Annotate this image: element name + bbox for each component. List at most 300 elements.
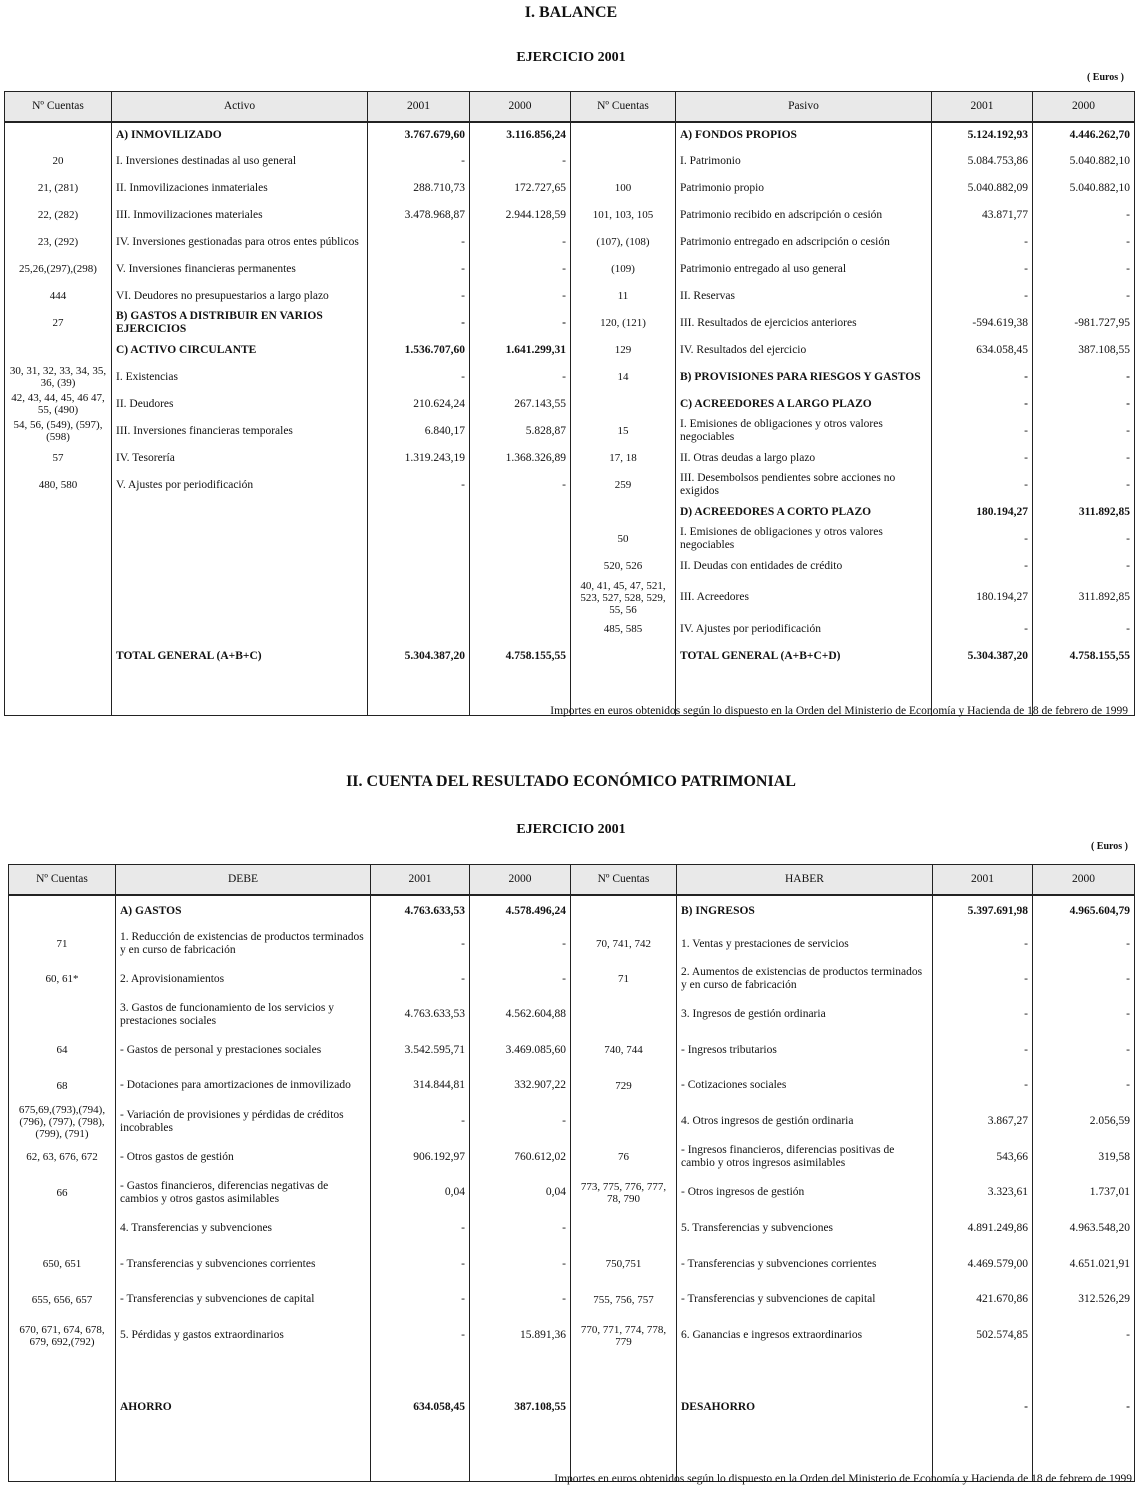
left-value-2001: 6.840,17 [368, 418, 470, 445]
balance-header-row [5, 92, 1135, 122]
table-row [9, 1175, 1135, 1211]
right-concept: - Transferencias y subvenciones de capital [677, 1282, 933, 1318]
right-value-2000: 4.651.021,91 [1033, 1247, 1135, 1282]
left-value-2001 [368, 616, 470, 643]
left-concept: - Dotaciones para amortizaciones de inmovilizado [116, 1068, 371, 1104]
header-cuentas-pasivo: Nº Cuentas [571, 92, 676, 122]
right-value-2001: - [932, 364, 1033, 391]
right-value-2001: - [933, 997, 1033, 1033]
right-value-2000: 2.056,59 [1033, 1104, 1135, 1140]
left-concept: III. Inmovilizaciones materiales [112, 202, 368, 229]
left-value-2000: - [470, 1211, 571, 1247]
right-value-2001: 180.194,27 [932, 580, 1033, 616]
left-value-2001 [368, 580, 470, 616]
right-concept: Patrimonio recibido en adscripción o cesión [676, 202, 932, 229]
account-code: 23, (292) [5, 229, 112, 256]
left-value-2001 [368, 553, 470, 580]
left-value-2001: - [371, 1211, 470, 1247]
account-code: 50 [571, 526, 676, 553]
right-value-2000: - [1033, 229, 1135, 256]
right-value-2001: 5.397.691,98 [933, 895, 1033, 927]
right-concept: B) PROVISIONES PARA RIESGOS Y GASTOS [676, 364, 932, 391]
right-concept: III. Resultados de ejercicios anteriores [676, 310, 932, 337]
header-activo-2001: 2001 [368, 92, 470, 122]
account-code: 120, (121) [571, 310, 676, 337]
table-row [5, 148, 1135, 175]
header-pasivo-2001: 2001 [932, 92, 1033, 122]
account-code [571, 1354, 677, 1390]
header-activo: Activo [112, 92, 368, 122]
right-value-2000: - [1033, 1033, 1135, 1068]
right-value-2001: - [933, 1033, 1033, 1068]
right-value-2000: 311.892,85 [1033, 580, 1135, 616]
account-code: (107), (108) [571, 229, 676, 256]
left-concept: V. Inversiones financieras permanentes [112, 256, 368, 283]
left-concept [112, 499, 368, 526]
right-value-2001: 502.574,85 [933, 1318, 1033, 1354]
left-value-2001 [368, 499, 470, 526]
left-concept: 2. Aprovisionamientos [116, 962, 371, 997]
left-value-2001: - [371, 1318, 470, 1354]
right-value-2000: - [1033, 418, 1135, 445]
table-row [5, 499, 1135, 526]
balance-units: ( Euros ) [1086, 72, 1124, 83]
left-value-2001 [371, 1426, 470, 1482]
right-value-2001: 634.058,45 [932, 337, 1033, 364]
table-row [5, 229, 1135, 256]
right-value-2000: 4.446.262,70 [1033, 122, 1135, 148]
left-concept: C) ACTIVO CIRCULANTE [112, 337, 368, 364]
left-value-2001: - [368, 256, 470, 283]
account-code: 40, 41, 45, 47, 521, 523, 527, 528, 529, 55, 56 [571, 580, 676, 616]
right-concept: C) ACREEDORES A LARGO PLAZO [676, 391, 932, 418]
right-value-2001: - [933, 927, 1033, 962]
right-value-2001: - [932, 229, 1033, 256]
left-value-2001: 634.058,45 [371, 1390, 470, 1426]
right-value-2000: - [1033, 997, 1135, 1033]
table-row [9, 1033, 1135, 1068]
left-concept: - Variación de provisiones y pérdidas de créditos incobrables [116, 1104, 371, 1140]
left-value-2001: 0,04 [371, 1175, 470, 1211]
left-value-2000: - [470, 229, 571, 256]
resultado-title: II. CUENTA DEL RESULTADO ECONÓMICO PATRIMONIAL [346, 773, 796, 790]
left-value-2000: - [470, 1247, 571, 1282]
resultado-table [8, 864, 1135, 1482]
left-value-2001: - [371, 1247, 470, 1282]
account-code: 11 [571, 283, 676, 310]
left-concept: 5. Pérdidas y gastos extraordinarios [116, 1318, 371, 1354]
account-code: 773, 775, 776, 777, 78, 790 [571, 1175, 677, 1211]
left-value-2001: 1.319.243,19 [368, 445, 470, 472]
account-code: 729 [571, 1068, 677, 1104]
right-value-2001: 180.194,27 [932, 499, 1033, 526]
left-value-2001: 288.710,73 [368, 175, 470, 202]
left-value-2000: 4.562.604,88 [470, 997, 571, 1033]
account-code [9, 997, 116, 1033]
right-concept: IV. Ajustes por periodificación [676, 616, 932, 643]
header-haber: HABER [677, 865, 933, 895]
left-concept: AHORRO [116, 1390, 371, 1426]
left-value-2001 [368, 670, 470, 716]
left-concept [112, 526, 368, 553]
left-value-2000: 332.907,22 [470, 1068, 571, 1104]
account-code: 64 [9, 1033, 116, 1068]
right-concept: II. Otras deudas a largo plazo [676, 445, 932, 472]
table-row [5, 175, 1135, 202]
left-concept [112, 670, 368, 716]
left-value-2000: 267.143,55 [470, 391, 571, 418]
right-value-2000: 5.040.882,10 [1033, 148, 1135, 175]
account-code: 740, 744 [571, 1033, 677, 1068]
account-code: 655, 656, 657 [9, 1282, 116, 1318]
right-concept: II. Reservas [676, 283, 932, 310]
left-value-2000: 0,04 [470, 1175, 571, 1211]
right-concept: D) ACREEDORES A CORTO PLAZO [676, 499, 932, 526]
table-row [5, 337, 1135, 364]
header-cuentas: Nº Cuentas [9, 865, 116, 895]
account-code [9, 895, 116, 927]
account-code: 54, 56, (549), (597), (598) [5, 418, 112, 445]
table-row [5, 418, 1135, 445]
right-value-2001: - [932, 553, 1033, 580]
table-row [5, 310, 1135, 337]
right-concept: I. Emisiones de obligaciones y otros valores negociables [676, 526, 932, 553]
left-value-2000: - [470, 962, 571, 997]
account-code: 101, 103, 105 [571, 202, 676, 229]
right-value-2000: 4.963.548,20 [1033, 1211, 1135, 1247]
left-concept: - Gastos financieros, diferencias negativas de cambios y otros gastos asimilables [116, 1175, 371, 1211]
left-concept: B) GASTOS A DISTRIBUIR EN VARIOS EJERCICIOS [112, 310, 368, 337]
right-value-2000: - [1033, 256, 1135, 283]
header-debe-2001: 2001 [371, 865, 470, 895]
account-code: 25,26,(297),(298) [5, 256, 112, 283]
left-value-2001: - [368, 310, 470, 337]
right-concept: B) INGRESOS [677, 895, 933, 927]
left-concept: TOTAL GENERAL (A+B+C) [112, 643, 368, 670]
left-value-2001: 1.536.707,60 [368, 337, 470, 364]
table-row [5, 553, 1135, 580]
table-row [9, 1068, 1135, 1104]
left-value-2001: 3.767.679,60 [368, 122, 470, 148]
account-code [571, 1211, 677, 1247]
account-code [5, 122, 112, 148]
table-row [5, 364, 1135, 391]
right-value-2000: -981.727,95 [1033, 310, 1135, 337]
account-code: 68 [9, 1068, 116, 1104]
left-value-2000: 1.368.326,89 [470, 445, 571, 472]
right-value-2001: 5.084.753,86 [932, 148, 1033, 175]
account-code: 60, 61* [9, 962, 116, 997]
table-row [5, 643, 1135, 670]
account-code: 755, 756, 757 [571, 1282, 677, 1318]
left-value-2001: 4.763.633,53 [371, 895, 470, 927]
account-code: 480, 580 [5, 472, 112, 499]
account-code [5, 643, 112, 670]
table-row [5, 445, 1135, 472]
table-row [9, 1247, 1135, 1282]
left-value-2001: - [368, 229, 470, 256]
left-value-2000: 760.612,02 [470, 1140, 571, 1175]
left-concept: IV. Inversiones gestionadas para otros entes públicos [112, 229, 368, 256]
left-concept [112, 616, 368, 643]
right-concept: Patrimonio entregado al uso general [676, 256, 932, 283]
right-value-2000: 5.040.882,10 [1033, 175, 1135, 202]
right-concept: - Otros ingresos de gestión [677, 1175, 933, 1211]
left-concept: - Transferencias y subvenciones de capital [116, 1282, 371, 1318]
right-value-2000: - [1033, 202, 1135, 229]
balance-footnote: Importes en euros obtenidos según lo dispuesto en la Orden del Ministerio de Economía y Hacienda de 18 de febrero de 1999 [550, 705, 1128, 717]
left-concept [112, 553, 368, 580]
right-concept: Patrimonio propio [676, 175, 932, 202]
left-value-2000 [470, 616, 571, 643]
right-concept: - Transferencias y subvenciones corrientes [677, 1247, 933, 1282]
right-concept: DESAHORRO [677, 1390, 933, 1426]
account-code [5, 553, 112, 580]
account-code [571, 122, 676, 148]
left-value-2000: 4.578.496,24 [470, 895, 571, 927]
table-row [5, 122, 1135, 148]
account-code: 57 [5, 445, 112, 472]
left-value-2001: - [371, 1104, 470, 1140]
left-concept: A) GASTOS [116, 895, 371, 927]
left-concept: III. Inversiones financieras temporales [112, 418, 368, 445]
balance-title: I. BALANCE [524, 4, 618, 21]
table-row [5, 256, 1135, 283]
right-value-2000: - [1033, 927, 1135, 962]
left-value-2000: - [470, 148, 571, 175]
table-row [9, 1104, 1135, 1140]
account-code: 675,69,(793),(794), (796), (797), (798), (799), (791) [9, 1104, 116, 1140]
header-debe-2000: 2000 [470, 865, 571, 895]
right-value-2000: 4.758.155,55 [1033, 643, 1135, 670]
header-debe: DEBE [116, 865, 371, 895]
account-code: 22, (282) [5, 202, 112, 229]
table-row [9, 1282, 1135, 1318]
right-value-2001: 4.469.579,00 [933, 1247, 1033, 1282]
right-value-2000: - [1033, 1390, 1135, 1426]
account-code [9, 1211, 116, 1247]
table-row [5, 616, 1135, 643]
account-code: 71 [571, 962, 677, 997]
right-value-2001: - [933, 1068, 1033, 1104]
left-concept: - Gastos de personal y prestaciones sociales [116, 1033, 371, 1068]
table-row [5, 526, 1135, 553]
left-value-2000: 15.891,36 [470, 1318, 571, 1354]
left-concept: - Transferencias y subvenciones corrientes [116, 1247, 371, 1282]
right-concept: - Ingresos tributarios [677, 1033, 933, 1068]
account-code: 485, 585 [571, 616, 676, 643]
left-value-2000: 3.469.085,60 [470, 1033, 571, 1068]
left-value-2001: 314.844,81 [371, 1068, 470, 1104]
left-concept: 3. Gastos de funcionamiento de los servicios y prestaciones sociales [116, 997, 371, 1033]
table-row [5, 283, 1135, 310]
resultado-footnote: Importes en euros obtenidos según lo dispuesto en la Orden del Ministerio de Economía y Hacienda de 18 de febrero de 1999 [554, 1473, 1132, 1485]
left-value-2000 [470, 580, 571, 616]
table-row [9, 895, 1135, 927]
account-code: 444 [5, 283, 112, 310]
left-concept [116, 1354, 371, 1390]
balance-subtitle: EJERCICIO 2001 [516, 50, 626, 65]
left-value-2000: 4.758.155,55 [470, 643, 571, 670]
right-concept: Patrimonio entregado en adscripción o cesión [676, 229, 932, 256]
table-row [9, 962, 1135, 997]
table-row [9, 1354, 1135, 1390]
left-value-2000: 387.108,55 [470, 1390, 571, 1426]
right-value-2000: - [1033, 962, 1135, 997]
right-value-2000: - [1033, 445, 1135, 472]
account-code [571, 895, 677, 927]
table-row [9, 1211, 1135, 1247]
table-row [9, 1390, 1135, 1426]
right-concept: III. Desembolsos pendientes sobre acciones no exigidos [676, 472, 932, 499]
right-value-2001: - [932, 472, 1033, 499]
left-value-2000: - [470, 927, 571, 962]
right-value-2001: 3.867,27 [933, 1104, 1033, 1140]
right-concept: 3. Ingresos de gestión ordinaria [677, 997, 933, 1033]
right-value-2001: 5.040.882,09 [932, 175, 1033, 202]
right-concept: 4. Otros ingresos de gestión ordinaria [677, 1104, 933, 1140]
left-concept: - Otros gastos de gestión [116, 1140, 371, 1175]
right-value-2001: 543,66 [933, 1140, 1033, 1175]
left-concept: II. Inmovilizaciones inmateriales [112, 175, 368, 202]
balance-table [4, 91, 1135, 716]
right-value-2000: - [1033, 472, 1135, 499]
left-value-2001: 906.192,97 [371, 1140, 470, 1175]
left-value-2000: - [470, 310, 571, 337]
right-value-2000: 4.965.604,79 [1033, 895, 1135, 927]
account-code [571, 1104, 677, 1140]
account-code: 30, 31, 32, 33, 34, 35, 36, (39) [5, 364, 112, 391]
right-value-2001: - [932, 445, 1033, 472]
left-value-2001: - [371, 1282, 470, 1318]
right-value-2000: 312.526,29 [1033, 1282, 1135, 1318]
right-value-2000: - [1033, 616, 1135, 643]
account-code: 750,751 [571, 1247, 677, 1282]
right-value-2001: - [932, 256, 1033, 283]
right-value-2000: - [1033, 1318, 1135, 1354]
account-code: 66 [9, 1175, 116, 1211]
account-code: 259 [571, 472, 676, 499]
right-value-2001: 3.323,61 [933, 1175, 1033, 1211]
right-value-2001: - [933, 962, 1033, 997]
left-value-2001: 3.478.968,87 [368, 202, 470, 229]
right-value-2000: 387.108,55 [1033, 337, 1135, 364]
right-value-2001: 5.304.387,20 [932, 643, 1033, 670]
left-value-2001: 3.542.595,71 [371, 1033, 470, 1068]
left-value-2001: - [368, 472, 470, 499]
header-pasivo: Pasivo [676, 92, 932, 122]
left-value-2001: - [368, 283, 470, 310]
right-value-2001: - [932, 391, 1033, 418]
account-code: 770, 771, 774, 778, 779 [571, 1318, 677, 1354]
account-code [5, 526, 112, 553]
right-value-2001: - [932, 283, 1033, 310]
left-value-2000 [470, 499, 571, 526]
left-concept: I. Inversiones destinadas al uso general [112, 148, 368, 175]
account-code: 71 [9, 927, 116, 962]
right-value-2001: 5.124.192,93 [932, 122, 1033, 148]
account-code: 21, (281) [5, 175, 112, 202]
account-code [5, 499, 112, 526]
right-concept: 1. Ventas y prestaciones de servicios [677, 927, 933, 962]
left-value-2000 [470, 1354, 571, 1390]
account-code: 27 [5, 310, 112, 337]
right-value-2000: 319,58 [1033, 1140, 1135, 1175]
account-code: 129 [571, 337, 676, 364]
account-code: 520, 526 [571, 553, 676, 580]
left-concept: A) INMOVILIZADO [112, 122, 368, 148]
account-code [5, 337, 112, 364]
right-value-2000: - [1033, 364, 1135, 391]
account-code: 15 [571, 418, 676, 445]
left-concept: II. Deudores [112, 391, 368, 418]
right-value-2001: 43.871,77 [932, 202, 1033, 229]
left-value-2000: - [470, 1104, 571, 1140]
account-code [5, 616, 112, 643]
account-code: 670, 671, 674, 678, 679, 692,(792) [9, 1318, 116, 1354]
account-code: (109) [571, 256, 676, 283]
left-value-2000: - [470, 1282, 571, 1318]
left-value-2000: - [470, 283, 571, 310]
right-value-2000: - [1033, 283, 1135, 310]
right-concept: A) FONDOS PROPIOS [676, 122, 932, 148]
right-value-2000: 311.892,85 [1033, 499, 1135, 526]
account-code: 650, 651 [9, 1247, 116, 1282]
left-concept: IV. Tesorería [112, 445, 368, 472]
left-value-2000: 1.641.299,31 [470, 337, 571, 364]
left-value-2000: 5.828,87 [470, 418, 571, 445]
left-value-2001: - [371, 927, 470, 962]
resultado-header-row [9, 865, 1135, 895]
header-haber-2001: 2001 [933, 865, 1033, 895]
right-concept: II. Deudas con entidades de crédito [676, 553, 932, 580]
account-code: 14 [571, 364, 676, 391]
left-concept: V. Ajustes por periodificación [112, 472, 368, 499]
left-value-2001 [368, 526, 470, 553]
right-value-2001 [933, 1354, 1033, 1390]
right-concept: - Cotizaciones sociales [677, 1068, 933, 1104]
table-row [5, 391, 1135, 418]
right-concept: 5. Transferencias y subvenciones [677, 1211, 933, 1247]
left-value-2000: - [470, 256, 571, 283]
left-value-2000 [470, 526, 571, 553]
account-code [571, 391, 676, 418]
right-value-2000 [1033, 1354, 1135, 1390]
right-concept: 6. Ganancias e ingresos extraordinarios [677, 1318, 933, 1354]
account-code: 17, 18 [571, 445, 676, 472]
table-row [5, 202, 1135, 229]
left-concept [112, 580, 368, 616]
account-code: 42, 43, 44, 45, 46 47, 55, (490) [5, 391, 112, 418]
left-value-2000: - [470, 472, 571, 499]
right-concept: I. Emisiones de obligaciones y otros valores negociables [676, 418, 932, 445]
account-code: 20 [5, 148, 112, 175]
account-code [571, 499, 676, 526]
table-row [5, 472, 1135, 499]
left-value-2001 [371, 1354, 470, 1390]
right-concept: 2. Aumentos de existencias de productos terminados y en curso de fabricación [677, 962, 933, 997]
right-concept [677, 1354, 933, 1390]
right-value-2001: 4.891.249,86 [933, 1211, 1033, 1247]
account-code: 100 [571, 175, 676, 202]
left-concept: 1. Reducción de existencias de productos terminados y en curso de fabricación [116, 927, 371, 962]
header-pasivo-2000: 2000 [1033, 92, 1135, 122]
left-value-2001: - [368, 364, 470, 391]
right-value-2000: 1.737,01 [1033, 1175, 1135, 1211]
right-value-2001: - [932, 616, 1033, 643]
account-code: 76 [571, 1140, 677, 1175]
left-concept [116, 1426, 371, 1482]
